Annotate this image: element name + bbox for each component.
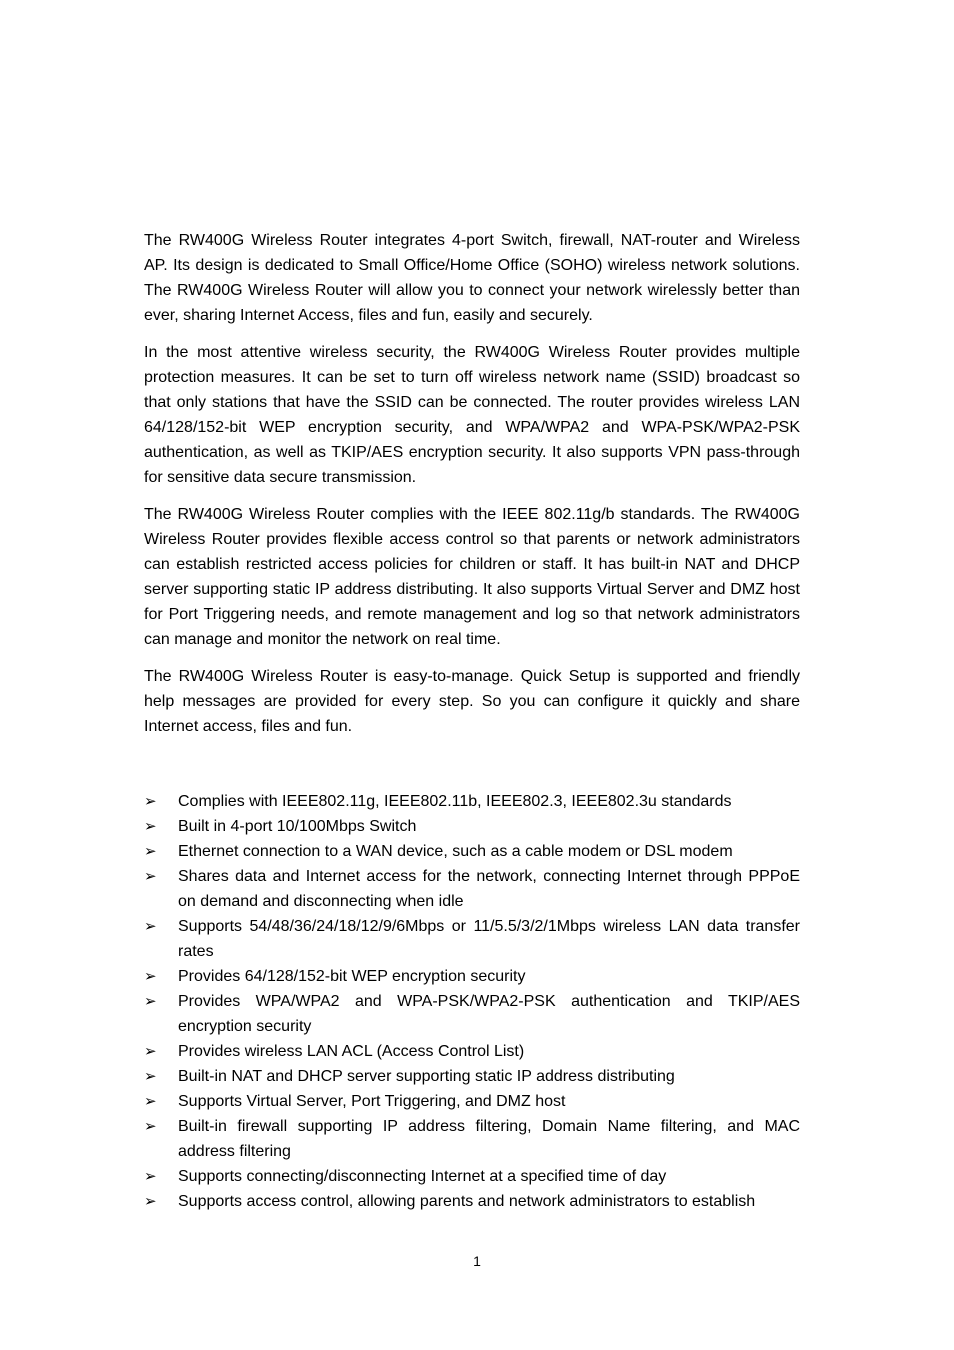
feature-text: Ethernet connection to a WAN device, such as a cable modem or DSL modem xyxy=(178,843,733,860)
list-item xyxy=(144,964,800,989)
feature-text: Supports Virtual Server, Port Triggering, and DMZ host xyxy=(178,1093,566,1110)
arrow-bullet-icon: ➢ xyxy=(144,1092,157,1110)
list-item xyxy=(144,1189,800,1214)
feature-text: Provides WPA/WPA2 and WPA-PSK/WPA2-PSK authentication and TKIP/AES encryption security xyxy=(178,993,800,1035)
arrow-bullet-icon: ➢ xyxy=(144,842,157,860)
list-item xyxy=(144,1039,800,1064)
management-paragraph: The RW400G Wireless Router is easy-to-manage. Quick Setup is supported and friendly help messages are provided for every step. So you can configure it quickly and share Internet access, files and fun. xyxy=(144,668,800,735)
feature-text: Complies with IEEE802.11g, IEEE802.11b, IEEE802.3, IEEE802.3u standards xyxy=(178,793,732,810)
arrow-bullet-icon: ➢ xyxy=(144,1167,157,1185)
feature-text: Provides wireless LAN ACL (Access Control List) xyxy=(178,1043,525,1060)
feature-text: Supports 54/48/36/24/18/12/9/6Mbps or 11/5.5/3/2/1Mbps wireless LAN data transfer rates xyxy=(178,918,800,960)
arrow-bullet-icon: ➢ xyxy=(144,992,157,1010)
list-item xyxy=(144,914,800,964)
page-content xyxy=(144,228,800,1214)
feature-list xyxy=(144,789,800,1214)
standards-paragraph: The RW400G Wireless Router complies with the IEEE 802.11g/b standards. The RW400G Wireless Router provides flexible access control so that parents or network administrators can establish restricted access policies for children or staff. It has built-in NAT and DHCP server supporting static IP address distributing. It also supports Virtual Server and DMZ host for Port Triggering needs, and remote management and log so that network administrators can manage and monitor the network on real time. xyxy=(144,506,800,648)
feature-text: Built in 4-port 10/100Mbps Switch xyxy=(178,818,417,835)
arrow-bullet-icon: ➢ xyxy=(144,1042,157,1060)
feature-text: Built-in NAT and DHCP server supporting static IP address distributing xyxy=(178,1068,675,1085)
arrow-bullet-icon: ➢ xyxy=(144,867,157,885)
list-item xyxy=(144,1064,800,1089)
arrow-bullet-icon: ➢ xyxy=(144,917,157,935)
list-item xyxy=(144,1164,800,1189)
feature-text: Shares data and Internet access for the network, connecting Internet through PPPoE on demand and disconnecting when idle xyxy=(178,868,800,910)
arrow-bullet-icon: ➢ xyxy=(144,817,157,835)
list-item xyxy=(144,989,800,1039)
list-item xyxy=(144,1089,800,1114)
list-item xyxy=(144,864,800,914)
arrow-bullet-icon: ➢ xyxy=(144,1117,157,1135)
list-item xyxy=(144,814,800,839)
arrow-bullet-icon: ➢ xyxy=(144,1067,157,1085)
list-item xyxy=(144,1114,800,1164)
page-number: 1 xyxy=(473,1253,481,1269)
intro-paragraph-1: The RW400G Wireless Router integrates 4-port Switch, firewall, NAT-router and Wireless AP. Its design is dedicated to Small Office/Home Office (SOHO) wireless network solutions. The RW400G Wireless Router will allow you to connect your network wirelessly better than ever, sharing Internet Access, files and fun, easily and securely. xyxy=(144,232,800,324)
arrow-bullet-icon: ➢ xyxy=(144,967,157,985)
feature-text: Supports connecting/disconnecting Internet at a specified time of day xyxy=(178,1168,667,1185)
arrow-bullet-icon: ➢ xyxy=(144,792,157,810)
list-item xyxy=(144,789,800,814)
list-item xyxy=(144,839,800,864)
security-paragraph: In the most attentive wireless security, the RW400G Wireless Router provides multiple protection measures. It can be set to turn off wireless network name (SSID) broadcast so that only stations that have the SSID can be connected. The router provides wireless LAN 64/128/152-bit WEP encryption security, and WPA/WPA2 and WPA-PSK/WPA2-PSK authentication, as well as TKIP/AES encryption security. It also supports VPN pass-through for sensitive data secure transmission. xyxy=(144,344,800,486)
feature-text: Provides 64/128/152-bit WEP encryption security xyxy=(178,968,526,985)
arrow-bullet-icon: ➢ xyxy=(144,1192,157,1210)
feature-text: Supports access control, allowing parents and network administrators to establish xyxy=(178,1193,756,1210)
feature-text: Built-in firewall supporting IP address filtering, Domain Name filtering, and MAC address filtering xyxy=(178,1118,800,1160)
